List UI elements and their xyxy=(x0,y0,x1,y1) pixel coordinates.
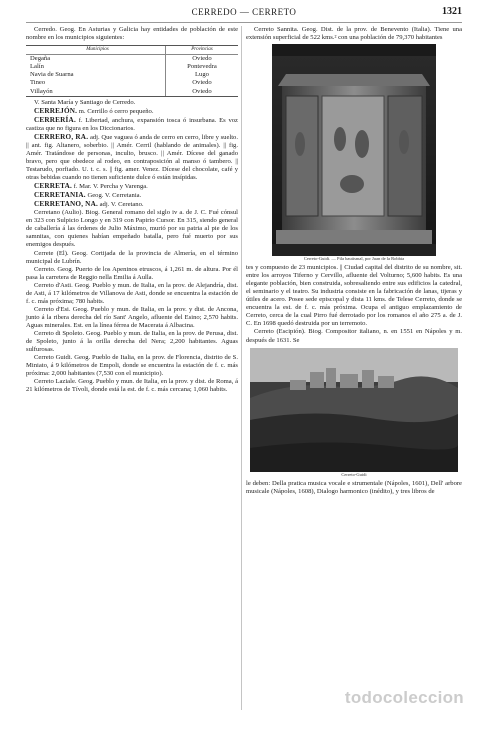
page-number: 1321 xyxy=(442,6,462,17)
definition: Geog. V. Cerretania. xyxy=(87,192,142,200)
dictionary-entry xyxy=(26,191,238,200)
cross-reference: V. Santa María y Santiago de Cerredo. xyxy=(34,98,136,106)
definition: f. Libertad, anchura, expansión tosca ó insurbana. Es voz castiza que no figura en los Diccionarios. xyxy=(26,116,238,132)
headword: CERRERÍA. xyxy=(34,115,76,124)
encyclopedia-entry: Cerretano (Aulio). Biog. General romano del siglo iv a. de J. C. Fué cónsul en 323 con Sulpicio Longo y en 319 con Papirio Cursor. En 315, siendo general de caballería á las órdenes de Julio Máximo, murió por su patria al pie de los samnitas, con quienes habían empeñado batalla, pero fué muerto por sus enemigos después. xyxy=(26,209,238,249)
table-row xyxy=(26,55,238,63)
municipios-table xyxy=(26,45,238,97)
headword: CERRERO, RA. xyxy=(34,132,89,141)
municipio-cell: Navia de Suarna xyxy=(26,71,166,79)
definition: adj. Que vaguea ó anda de cerro en cerro, libre y suelto. || ant. fig. Altanero, soberbio. || Amér. Cerril (hablando de animales). || fig. Amér. Tratándose de personas, inculto, brusco. || Amér. Dícese del ganado bravo, pero que obedece al rodeo, en contraposición al manso ó tambero. || Testarudo, porfiado. U. t. c. s. || fig. amer. Venez. Dícese del chocolate, café y otras bebidas cuando no tienen suficiente dulce ó están insípidas. xyxy=(26,133,238,182)
encyclopedia-entry: Cerreto (Escipión). Biog. Compositor italiano, n. en 1551 en Nápoles y m. después de 1631. Se xyxy=(246,328,462,344)
definition: m. Cerrillo ó cerro pequeño. xyxy=(78,107,154,115)
encyclopedia-entry: Cerreto Laziale. Geog. Pueblo y mun. de Italia, en la prov. y dist. de Roma, á 21 kilómetros de Tívoli, donde está la est. de f. c. más cercana; 1,060 habits. xyxy=(26,378,238,394)
municipio-cell: Tineo xyxy=(26,79,166,87)
watermark-logo: todocoleccion xyxy=(344,687,464,707)
baptismal-font-photo xyxy=(272,44,436,256)
right-column xyxy=(246,26,462,496)
dictionary-entry xyxy=(26,116,238,133)
encyclopedia-entry: tes y compuesto de 23 municipios. || Ciudad capital del distrito de su nombre, sit. entre los arroyos Tiferno y Cervillo, afluente del Volturno; 5,600 habits. Es una elegante población, bien construida, sobresaliendo entre sus edificios la catedral, el seminario y el teatro. Su industria consiste en la fabricación de lanas, tijeras y útiles de acero. Posee sede episcopal y dista 11 kms. de Telese Cerreto, donde se encuentra la est. de f. c. más próxima. Ocupa el antiguo emplazamiento de Cerreto, cerca de la cual Pirro fué derrotado por los romanos el año 275 a. de J. C. En 1698 quedó destruida por un terremoto. xyxy=(246,264,462,328)
col-header-municipios: Municipios xyxy=(26,46,166,54)
definition: adj. V. Ceretano. xyxy=(99,201,144,209)
col-header-provincias: Provincias xyxy=(191,47,213,53)
municipio-cell: Villayón xyxy=(26,88,166,96)
town-panorama-photo xyxy=(250,348,458,472)
provincia-cell: Lugo xyxy=(195,71,209,79)
headword: CERRETA. xyxy=(34,182,73,191)
table-row xyxy=(26,63,238,71)
left-column xyxy=(26,26,238,394)
dictionary-entry xyxy=(26,182,238,191)
provincia-cell: Oviedo xyxy=(192,55,212,63)
encyclopedia-entry: le deben: Della pratica musica vocale e strumentale (Nápoles, 1601), Dell' arbore musicale (Nápoles, 1608), Dialogo harmonico (inédito), y tres libros de xyxy=(246,479,462,495)
headword: CERRETANIA. xyxy=(34,191,86,200)
photo-caption: Cerreto-Guidi xyxy=(341,471,367,477)
cerredo-entry: Cerredo. Geog. En Asturias y Galicia hay entidades de población de este nombre en los municipios siguientes: xyxy=(26,26,238,42)
definition: f. Mar. V. Percha y Varenga. xyxy=(73,183,148,191)
encyclopedia-entry: Cerreto Sannita. Geog. Dist. de la prov. de Benevento (Italia). Tiene una extensión superficial de 522 kms.² con una población de 79,370 habitantes xyxy=(246,26,462,42)
provincia-cell: Pontevedra xyxy=(187,63,217,71)
encyclopedia-entry: Cerrete (El). Geog. Cortijada de la provincia de Almería, en el término municipal de Lubrín. xyxy=(26,249,238,265)
headword: CERREJÓN. xyxy=(34,106,78,115)
table-row xyxy=(26,88,238,96)
dictionary-entry xyxy=(26,133,238,182)
headword: CERRETANO, NA. xyxy=(34,200,98,209)
dictionary-entry xyxy=(26,200,238,209)
table-row xyxy=(26,79,238,87)
photo-caption: Cerreto-Guidi. — Pila bautismal, por Juan de la Robbia xyxy=(303,256,405,262)
municipio-cell: Lalín xyxy=(26,63,166,71)
municipio-cell: Degaña xyxy=(26,55,166,63)
column-divider xyxy=(241,26,242,710)
table-header xyxy=(26,46,238,55)
encyclopedia-entry: Cerreto d'Esi. Geog. Pueblo y mun. de Italia, en la prov. y dist. de Ancona, junto á la ribera derecha del río Sant' Angelo, afluente del Esino; 2,570 habits. Aguas minerales. Est. en la línea férrea de Macerata á Albacina. xyxy=(26,305,238,329)
encyclopedia-entry: Cerreto Guidi. Geog. Pueblo de Italia, en la prov. de Florencia, distrito de S. Miniato, á 9 kilómetros de Empoli, donde se encuentra la estación de f. c. más próxima: 2,000 habitantes (7,530 con el municipio). xyxy=(26,354,238,378)
provincia-cell: Oviedo xyxy=(192,87,212,95)
encyclopedia-entry: Cerreto. Geog. Puerto de los Apeninos etruscos, á 1,261 m. de altura. Por él pasa la carretera de Reggio nella Emilia á Aulla. xyxy=(26,265,238,281)
page-header xyxy=(26,8,462,23)
table-row xyxy=(26,71,238,79)
provincia-cell: Oviedo xyxy=(192,79,212,87)
running-title: CERREDO — CERRETO xyxy=(191,7,297,17)
encyclopedia-entry: Cerreto d'Asti. Geog. Pueblo y mun. de Italia, en la prov. de Alejandría, dist. de Asti, á 17 kilómetros de Villanova de Asti, donde se encuentra la estación de f. c. más próxima; 780 habits. xyxy=(26,281,238,305)
dictionary-entry xyxy=(26,107,238,116)
encyclopedia-entry: Cerreto di Spoleto. Geog. Pueblo y mun. de Italia, en la prov. de Perusa, dist. de Spoleto, junto á la orilla derecha del Nera; 2,200 habitantes. Aguas sulfurosas. xyxy=(26,329,238,354)
